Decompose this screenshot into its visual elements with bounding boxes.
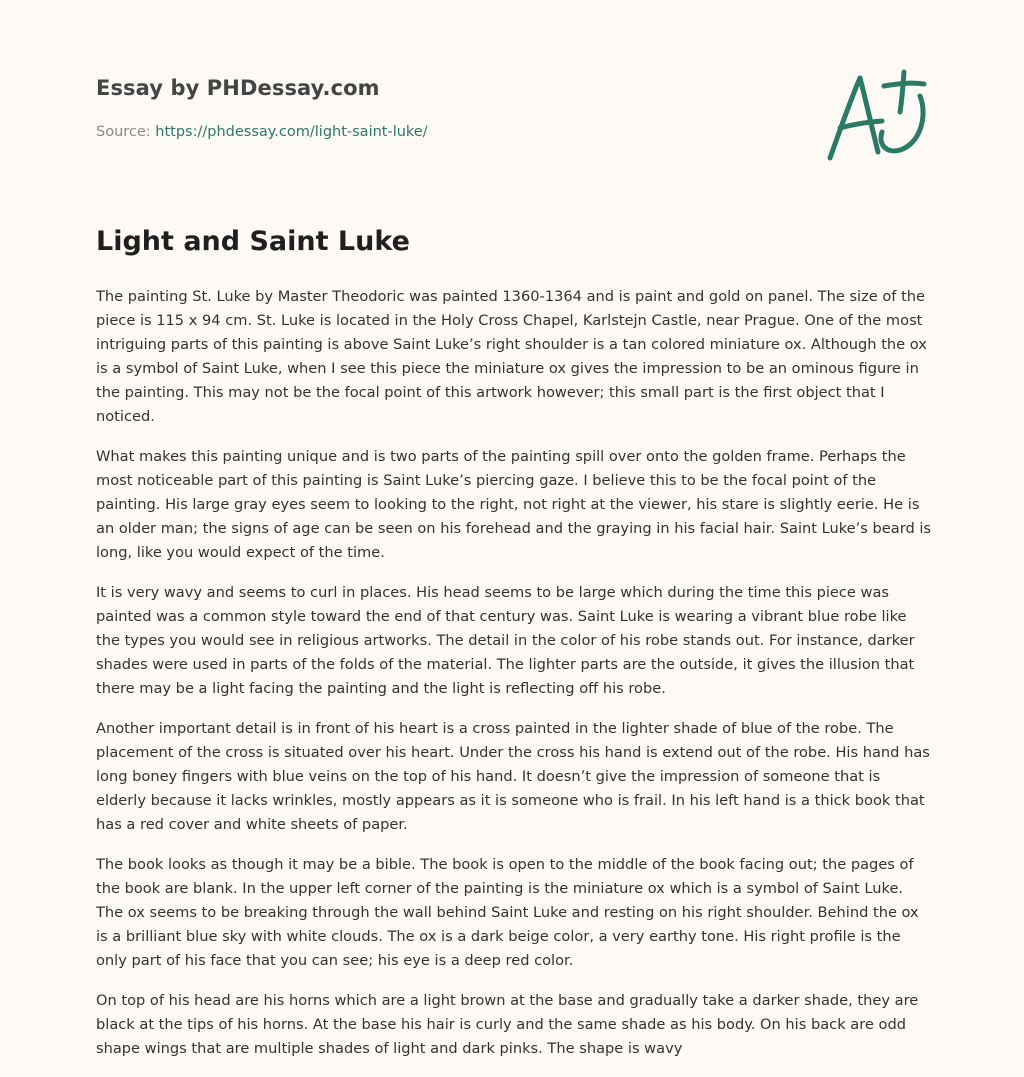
source-link[interactable]: https://phdessay.com/light-saint-luke/ (155, 124, 428, 140)
a-plus-grade-logo (820, 66, 930, 166)
essay-body (96, 285, 932, 1077)
source-line (96, 124, 428, 140)
brand-title: Essay by PHDessay.com (96, 76, 380, 100)
essay-title: Light and Saint Luke (96, 226, 410, 257)
essay-paragraph: It is very wavy and seems to curl in places. His head seems to be large which during the time this piece was painted was a common style toward the end of that century was. Saint Luke is wearing a vibrant blue robe like the types you would see in religious artworks. The detail in the color of his robe stands out. For instance, darker shades were used in parts of the folds of the material. The lighter parts are the outside, it gives the illusion that there may be a light facing the painting and the light is reflecting off his robe. (96, 584, 915, 697)
essay-paragraph: What makes this painting unique and is two parts of the painting spill over onto the golden frame. Perhaps the most noticeable part of this painting is Saint Luke’s piercing gaze. I believe this to be the focal point of the painting. His large gray eyes seem to looking to the right, not right at the viewer, his stare is slightly eerie. He is an older man; the signs of age can be seen on his forehead and the graying in his facial hair. Saint Luke’s beard is long, like you would expect of the time. (96, 448, 932, 561)
essay-paragraph: The painting St. Luke by Master Theodoric was painted 1360-1364 and is paint and gold on panel. The size of the piece is 115 x 94 cm. St. Luke is located in the Holy Cross Chapel, Karlstejn Castle, near Prague. One of the most intriguing parts of this painting is above Saint Luke’s right shoulder is a tan colored miniature ox. Although the ox is a symbol of Saint Luke, when I see this piece the miniature ox gives the impression to be an ominous figure in the painting. This may not be the focal point of this artwork however; this small part is the first object that I noticed. (96, 288, 927, 425)
source-label: Source: (96, 124, 156, 140)
essay-paragraph: On top of his head are his horns which are a light brown at the base and gradually take a darker shade, they are black at the tips of his horns. At the base his hair is curly and the same shade as his body. On his back are odd shape wings that are multiple shades of light and dark pinks. The shape is wavy (96, 992, 919, 1057)
essay-paragraph: Another important detail is in front of his heart is a cross painted in the lighter shade of blue of the robe. The placement of the cross is situated over his heart. Under the cross his hand is extend out of the robe. His hand has long boney fingers with blue veins on the top of his hand. It doesn’t give the impression of someone that is elderly because it lacks wrinkles, mostly appears as it is someone who is frail. In his left hand is a thick book that has a red cover and white sheets of paper. (96, 720, 930, 833)
essay-paragraph: The book looks as though it may be a bible. The book is open to the middle of the book facing out; the pages of the book are blank. In the upper left corner of the painting is the miniature ox which is a symbol of Saint Luke. The ox seems to be breaking through the wall behind Saint Luke and resting on his right shoulder. Behind the ox is a brilliant blue sky with white clouds. The ox is a dark beige color, a very earthy tone. His right profile is the only part of his face that you can see; his eye is a deep red color. (96, 856, 919, 969)
a-plus-icon (820, 66, 930, 166)
